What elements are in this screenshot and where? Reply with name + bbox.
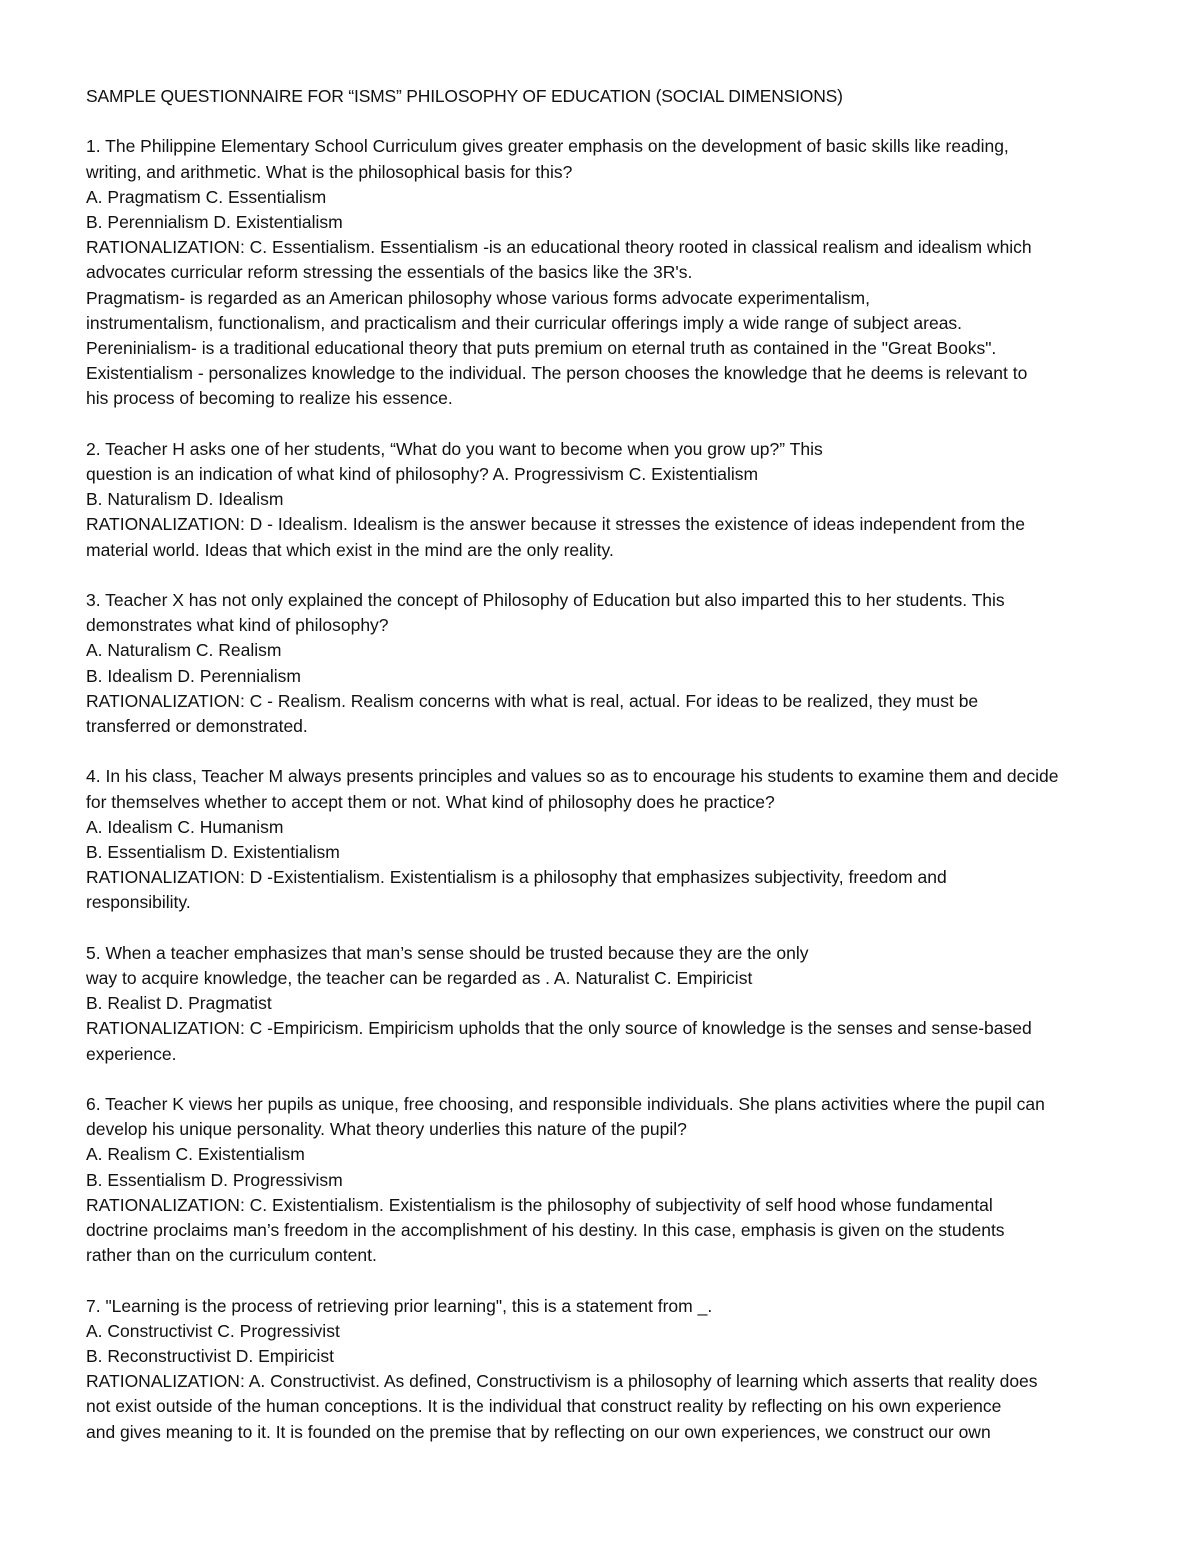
question-1-line: advocates curricular reform stressing the essentials of the basics like the 3R's. <box>86 262 693 283</box>
question-6-line: RATIONALIZATION: C. Existentialism. Existentialism is the philosophy of subjectivity of self hood whose fundamental <box>86 1194 993 1215</box>
question-4-line: for themselves whether to accept them or not. What kind of philosophy does he practice? <box>86 791 775 812</box>
question-1-line: B. Perennialism D. Existentialism <box>86 212 343 232</box>
question-2-line: B. Naturalism D. Idealism <box>86 489 284 510</box>
question-3-line: 3. Teacher X has not only explained the concept of Philosophy of Education but also imparted this to her students. This <box>86 590 1005 611</box>
question-7-line: 7. "Learning is the process of retrieving prior learning", this is a statement from _. <box>86 1295 713 1316</box>
question-4-line: RATIONALIZATION: D -Existentialism. Existentialism is a philosophy that emphasizes subjectivity, freedom and <box>86 867 947 888</box>
question-list <box>86 134 1126 1444</box>
spacer <box>86 916 1126 941</box>
question-1-line: his process of becoming to realize his essence. <box>86 388 453 409</box>
question-block-7 <box>86 1294 1126 1445</box>
question-1-line: Pereninialism- is a traditional educational theory that puts premium on eternal truth as contained in the "Great Books". <box>86 338 997 359</box>
question-3-line: transferred or demonstrated. <box>86 716 308 737</box>
question-1-line: 1. The Philippine Elementary School Curriculum gives greater emphasis on the development of basic skills like reading, <box>86 136 1009 157</box>
question-5-line: B. Realist D. Pragmatist <box>86 993 272 1014</box>
document-title: SAMPLE QUESTIONNAIRE FOR “ISMS” PHILOSOPHY OF EDUCATION (SOCIAL DIMENSIONS) <box>86 86 843 106</box>
spacer <box>86 109 1126 134</box>
document-page <box>86 84 1126 1445</box>
question-1-line: RATIONALIZATION: C. Essentialism. Essentialism -is an educational theory rooted in classical realism and idealism which <box>86 237 1032 258</box>
question-5-line: way to acquire knowledge, the teacher can be regarded as . A. Naturalist C. Empiricist <box>86 968 753 989</box>
question-6-line: B. Essentialism D. Progressivism <box>86 1169 343 1190</box>
question-3-line: A. Naturalism C. Realism <box>86 640 282 661</box>
question-1-line: instrumentalism, functionalism, and practicalism and their curricular offerings imply a wide range of subject areas. <box>86 312 963 333</box>
question-1-line: A. Pragmatism C. Essentialism <box>86 186 327 207</box>
question-7-line: and gives meaning to it. It is founded on the premise that by reflecting on our own experiences, we construct our own <box>86 1421 991 1442</box>
question-1-line: Pragmatism- is regarded as an American philosophy whose various forms advocate experimentalism, <box>86 287 870 308</box>
question-3-line: demonstrates what kind of philosophy? <box>86 615 389 636</box>
question-3-line: B. Idealism D. Perennialism <box>86 665 301 686</box>
question-6-line: A. Realism C. Existentialism <box>86 1144 305 1165</box>
question-7-line: A. Constructivist C. Progressivist <box>86 1320 340 1341</box>
question-7-line: RATIONALIZATION: A. Constructivist. As defined, Constructivism is a philosophy of learning which asserts that reality does <box>86 1371 1038 1392</box>
question-6-line: doctrine proclaims man’s freedom in the accomplishment of his destiny. In this case, emphasis is given on the students <box>86 1220 1005 1241</box>
question-4-line: B. Essentialism D. Existentialism <box>86 842 340 863</box>
question-7-line: not exist outside of the human conceptions. It is the individual that construct reality by reflecting on his own experience <box>86 1396 1002 1417</box>
spacer <box>86 412 1126 437</box>
question-2-line: material world. Ideas that which exist in the mind are the only reality. <box>86 539 614 560</box>
question-2-line: question is an indication of what kind of philosophy? A. Progressivism C. Existentialism <box>86 464 759 485</box>
question-block-2 <box>86 437 1126 563</box>
spacer <box>86 1067 1126 1092</box>
spacer <box>86 563 1126 588</box>
question-block-1 <box>86 134 1126 411</box>
question-3-line: RATIONALIZATION: C - Realism. Realism concerns with what is real, actual. For ideas to be realized, they must be <box>86 690 979 711</box>
question-6-line: develop his unique personality. What theory underlies this nature of the pupil? <box>86 1119 687 1140</box>
question-5-line: 5. When a teacher emphasizes that man’s sense should be trusted because they are the only <box>86 942 809 963</box>
question-2-line: 2. Teacher H asks one of her students, “What do you want to become when you grow up?” This <box>86 438 823 459</box>
question-block-6 <box>86 1092 1126 1268</box>
question-5-line: experience. <box>86 1043 177 1064</box>
question-1-line: Existentialism - personalizes knowledge to the individual. The person chooses the knowledge that he deems is relevant to <box>86 363 1028 384</box>
spacer <box>86 1268 1126 1293</box>
question-block-5 <box>86 941 1126 1067</box>
question-6-line: 6. Teacher K views her pupils as unique, free choosing, and responsible individuals. She plans activities where the pupil can <box>86 1094 1045 1115</box>
question-2-line: RATIONALIZATION: D - Idealism. Idealism is the answer because it stresses the existence of ideas independent from the <box>86 514 1025 535</box>
question-7-line: B. Reconstructivist D. Empiricist <box>86 1346 334 1367</box>
question-4-line: responsibility. <box>86 892 191 913</box>
question-5-line: RATIONALIZATION: C -Empiricism. Empiricism upholds that the only source of knowledge is the senses and sense-based <box>86 1018 1032 1039</box>
question-6-line: rather than on the curriculum content. <box>86 1245 377 1266</box>
question-1-line: writing, and arithmetic. What is the philosophical basis for this? <box>86 161 573 182</box>
question-block-4 <box>86 764 1126 915</box>
spacer <box>86 739 1126 764</box>
question-4-line: A. Idealism C. Humanism <box>86 816 284 837</box>
question-block-3 <box>86 588 1126 739</box>
question-4-line: 4. In his class, Teacher M always presents principles and values so as to encourage his students to examine them and decide <box>86 766 1059 787</box>
